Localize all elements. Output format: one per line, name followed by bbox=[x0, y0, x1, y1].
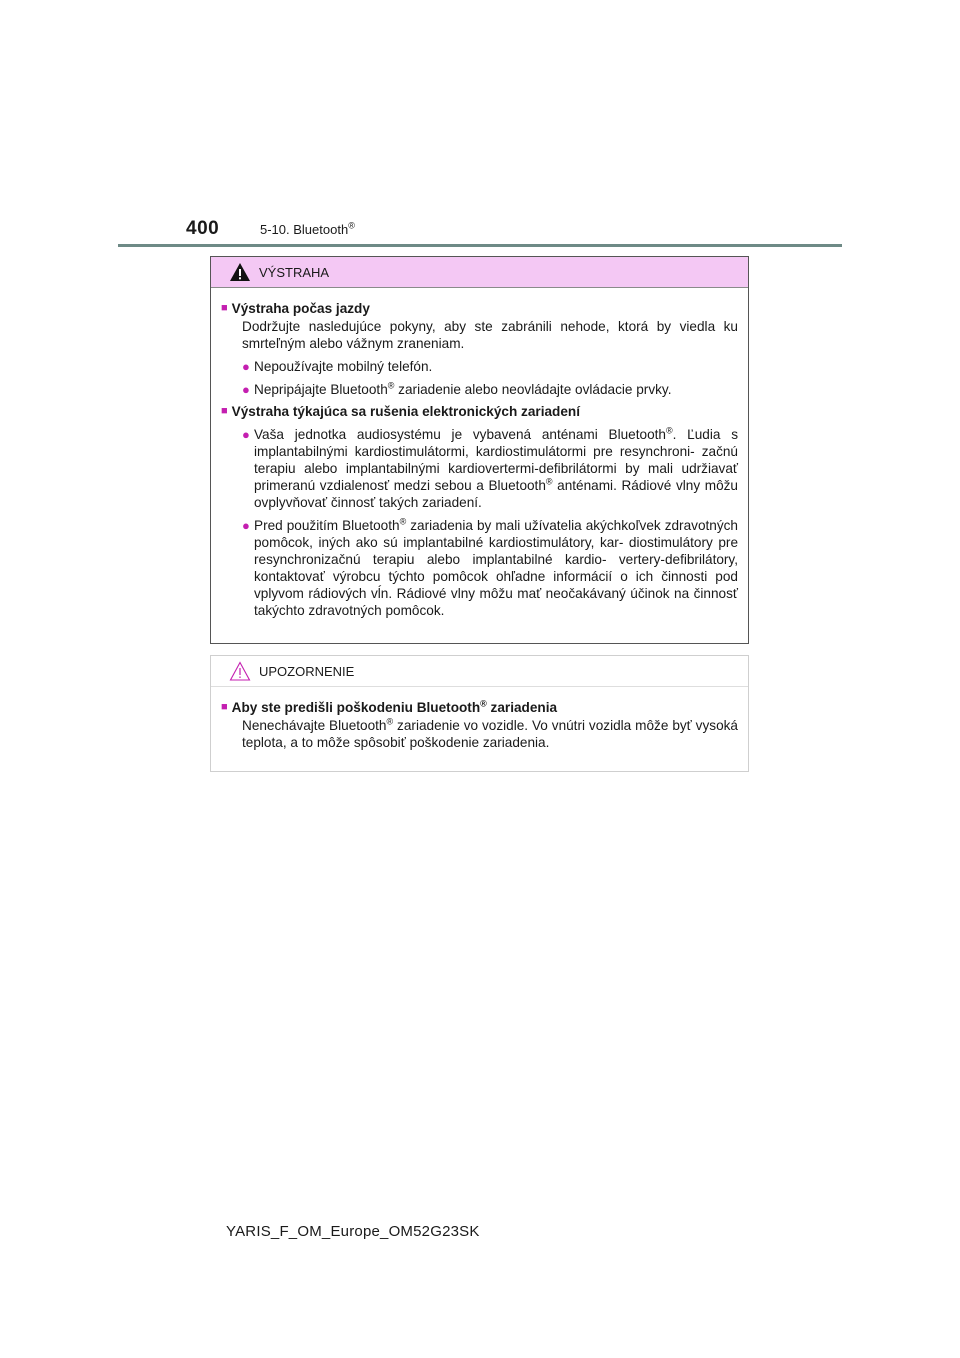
section-title bbox=[260, 222, 355, 237]
bullet-text bbox=[254, 517, 738, 619]
header-rule bbox=[118, 244, 842, 247]
registered-mark: ® bbox=[386, 716, 394, 727]
square-bullet-icon: ■ bbox=[221, 701, 228, 713]
square-bullet-icon: ■ bbox=[221, 405, 228, 417]
caution-box bbox=[210, 655, 749, 772]
round-bullet-icon: ● bbox=[242, 518, 250, 533]
registered-mark: ® bbox=[665, 425, 673, 436]
square-bullet-icon: ■ bbox=[221, 302, 228, 314]
warning-paragraph: Dodržujte nasledujúce pokyny, aby ste zabránili nehode, ktorá by viedla ku smrteľným alebo vážnym zraneniam. bbox=[242, 319, 738, 351]
heading-text: Výstraha počas jazdy bbox=[231, 301, 370, 316]
section-title-text: 5-10. Bluetooth bbox=[260, 222, 349, 237]
caution-header bbox=[211, 656, 748, 687]
text-run: zariadenie alebo neovládajte ovládacie prvky. bbox=[394, 382, 672, 397]
text-run: . Ľudia s implantabilnými kardiostimulátormi, kardiostimulátormi pre resynchroni- začnú terapiu alebo implantabilnými kardiovertermi-defibrilátormi by mali udržiavať primeranú vzdialenosť medzi sebou a Bluetooth bbox=[254, 427, 738, 493]
heading-text: Výstraha týkajúca sa rušenia elektronických zariadení bbox=[231, 404, 580, 419]
caution-paragraph bbox=[221, 717, 738, 751]
warning-title: VÝSTRAHA bbox=[259, 264, 330, 280]
bullet-text bbox=[254, 358, 738, 375]
list-item bbox=[221, 426, 738, 511]
text-run: zariadenie vo vozidle. Vo vnútri vozidla môže byť vysoká teplota, a to môže spôsobiť poškodenie zariadenia. bbox=[242, 718, 738, 750]
round-bullet-icon: ● bbox=[242, 427, 250, 442]
text-run: Nepoužívajte mobilný telefón. bbox=[254, 359, 433, 374]
warning-section-heading bbox=[221, 403, 738, 420]
warning-section-heading bbox=[221, 300, 738, 317]
registered-mark: ® bbox=[480, 698, 487, 709]
warning-header bbox=[211, 257, 748, 288]
caution-title: UPOZORNENIE bbox=[259, 663, 355, 679]
registered-mark: ® bbox=[348, 220, 355, 231]
warning-triangle-icon bbox=[229, 262, 251, 282]
footer-document-id: YARIS_F_OM_Europe_OM52G23SK bbox=[226, 1223, 480, 1240]
caution-body bbox=[211, 687, 748, 751]
list-item bbox=[221, 517, 738, 619]
bullet-text bbox=[254, 381, 738, 398]
registered-mark: ® bbox=[545, 476, 553, 487]
text-run: zariadenia bbox=[486, 700, 558, 715]
registered-mark: ® bbox=[387, 380, 395, 391]
round-bullet-icon: ● bbox=[242, 359, 250, 374]
text-run: Vaša jednotka audiosystému je vybavená anténami Bluetooth bbox=[254, 427, 666, 442]
registered-mark: ® bbox=[399, 516, 407, 527]
warning-box bbox=[210, 256, 749, 644]
text-run: Nenechávajte Bluetooth bbox=[242, 718, 387, 733]
caution-triangle-icon bbox=[229, 661, 251, 681]
heading-text bbox=[232, 699, 557, 716]
text-run: Nepripájajte Bluetooth bbox=[254, 382, 388, 397]
text-run: Aby ste predišli poškodeniu Bluetooth bbox=[231, 700, 481, 715]
round-bullet-icon: ● bbox=[242, 382, 250, 397]
list-item bbox=[221, 358, 738, 375]
warning-body bbox=[211, 288, 748, 619]
caution-heading bbox=[221, 699, 738, 716]
text-run: Pred použitím Bluetooth bbox=[254, 518, 400, 533]
text-run: zariadenia by mali užívatelia akýchkoľvek zdravotných pomôcok, iných ako sú implantabilné kardiostimulátory, kar- diostimulátory pre resynchronizačnú terapiu alebo implantabilné kardio- vertery-defibrilátory, kontaktovať výrobcu týchto pomôcok ohľadne informácií o ich činnosti pod vplyvom rádiových vĺn. Rádiové vlny môžu mať neočakávaný účinok na činnosť takýchto zdravotných pomôcok. bbox=[254, 518, 738, 618]
list-item bbox=[221, 381, 738, 398]
page-number: 400 bbox=[186, 218, 220, 239]
text-run: anténami. Rádiové vlny môžu ovplyvňovať činnosť takých zariadení. bbox=[254, 478, 738, 510]
bullet-text bbox=[254, 426, 738, 511]
